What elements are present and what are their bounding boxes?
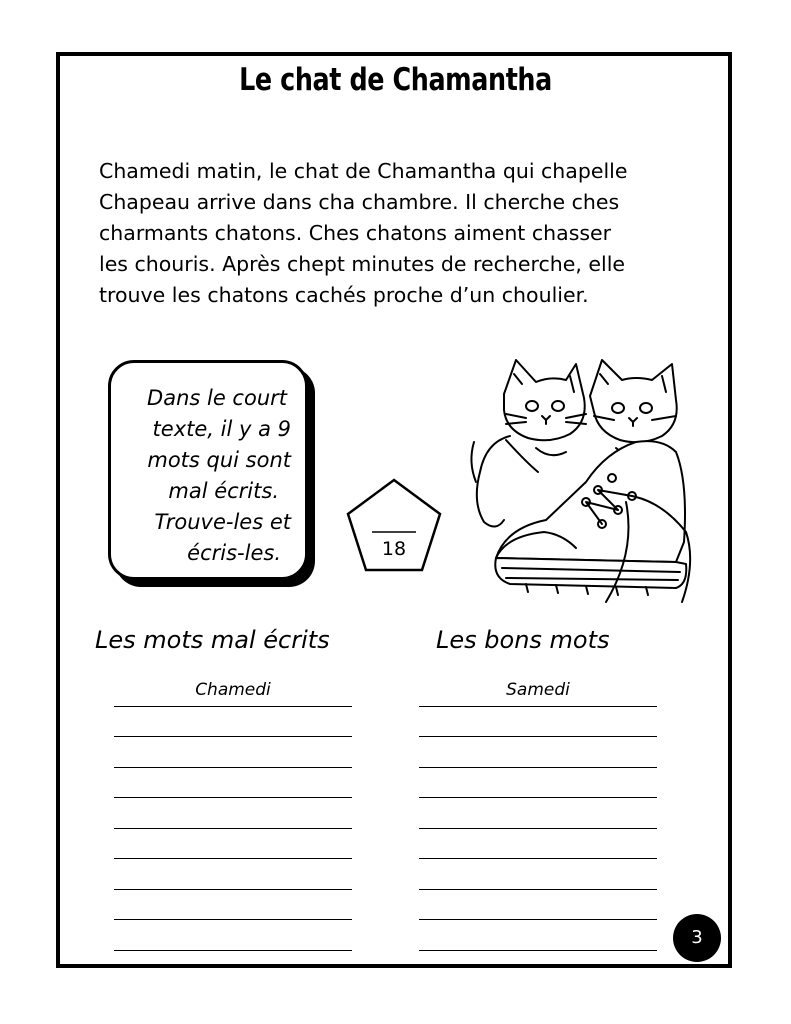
answer-line-wrong[interactable]	[114, 798, 352, 829]
story-line: charmants chatons. Ches chatons aiment chasser	[99, 221, 612, 245]
answer-line-correct[interactable]: Samedi	[419, 676, 657, 707]
page-number-badge: 3	[673, 914, 721, 962]
answer-line-wrong[interactable]	[114, 859, 352, 890]
wrong-words-column	[114, 676, 352, 951]
answer-line-wrong[interactable]	[114, 920, 352, 951]
instruction-line: texte, il y a 9	[152, 417, 291, 441]
answer-line-correct[interactable]	[419, 859, 657, 890]
answer-line-correct[interactable]	[419, 890, 657, 921]
page-title: Le chat de Chamantha	[239, 62, 552, 98]
answer-line-wrong[interactable]	[114, 737, 352, 768]
instruction-box	[108, 360, 308, 580]
answer-line-wrong[interactable]: Chamedi	[114, 676, 352, 707]
score-pentagon-icon	[344, 476, 444, 576]
answer-line-correct[interactable]	[419, 829, 657, 860]
score-max: 18	[381, 538, 407, 560]
correct-words-column	[419, 676, 657, 951]
answer-line-wrong[interactable]	[114, 707, 352, 738]
story-line: les chouris. Après chept minutes de recherche, elle	[99, 252, 626, 276]
story-line: trouve les chatons cachés proche d’un choulier.	[99, 283, 589, 307]
instruction-text	[147, 383, 291, 569]
instruction-line: Trouve-les et	[154, 510, 291, 534]
story-line: Chamedi matin, le chat de Chamantha qui chapelle	[99, 159, 628, 183]
answer-line-correct[interactable]	[419, 768, 657, 799]
instruction-line: mal écrits.	[168, 479, 279, 503]
instruction-line: mots qui sont	[147, 448, 291, 472]
story-line: Chapeau arrive dans cha chambre. Il cherche ches	[99, 190, 620, 214]
answer-line-wrong[interactable]	[114, 829, 352, 860]
story-paragraph	[99, 156, 699, 311]
instruction-line: écris-les.	[187, 541, 281, 565]
heading-correct-words: Les bons mots	[436, 626, 610, 654]
kittens-in-sneaker-icon	[466, 352, 696, 610]
answer-line-wrong[interactable]	[114, 768, 352, 799]
answer-line-correct[interactable]	[419, 737, 657, 768]
answer-line-correct[interactable]	[419, 707, 657, 738]
answer-line-correct[interactable]	[419, 920, 657, 951]
heading-wrong-words: Les mots mal écrits	[95, 626, 330, 654]
answer-line-wrong[interactable]	[114, 890, 352, 921]
instruction-line: Dans le court	[147, 386, 287, 410]
answer-line-correct[interactable]	[419, 798, 657, 829]
